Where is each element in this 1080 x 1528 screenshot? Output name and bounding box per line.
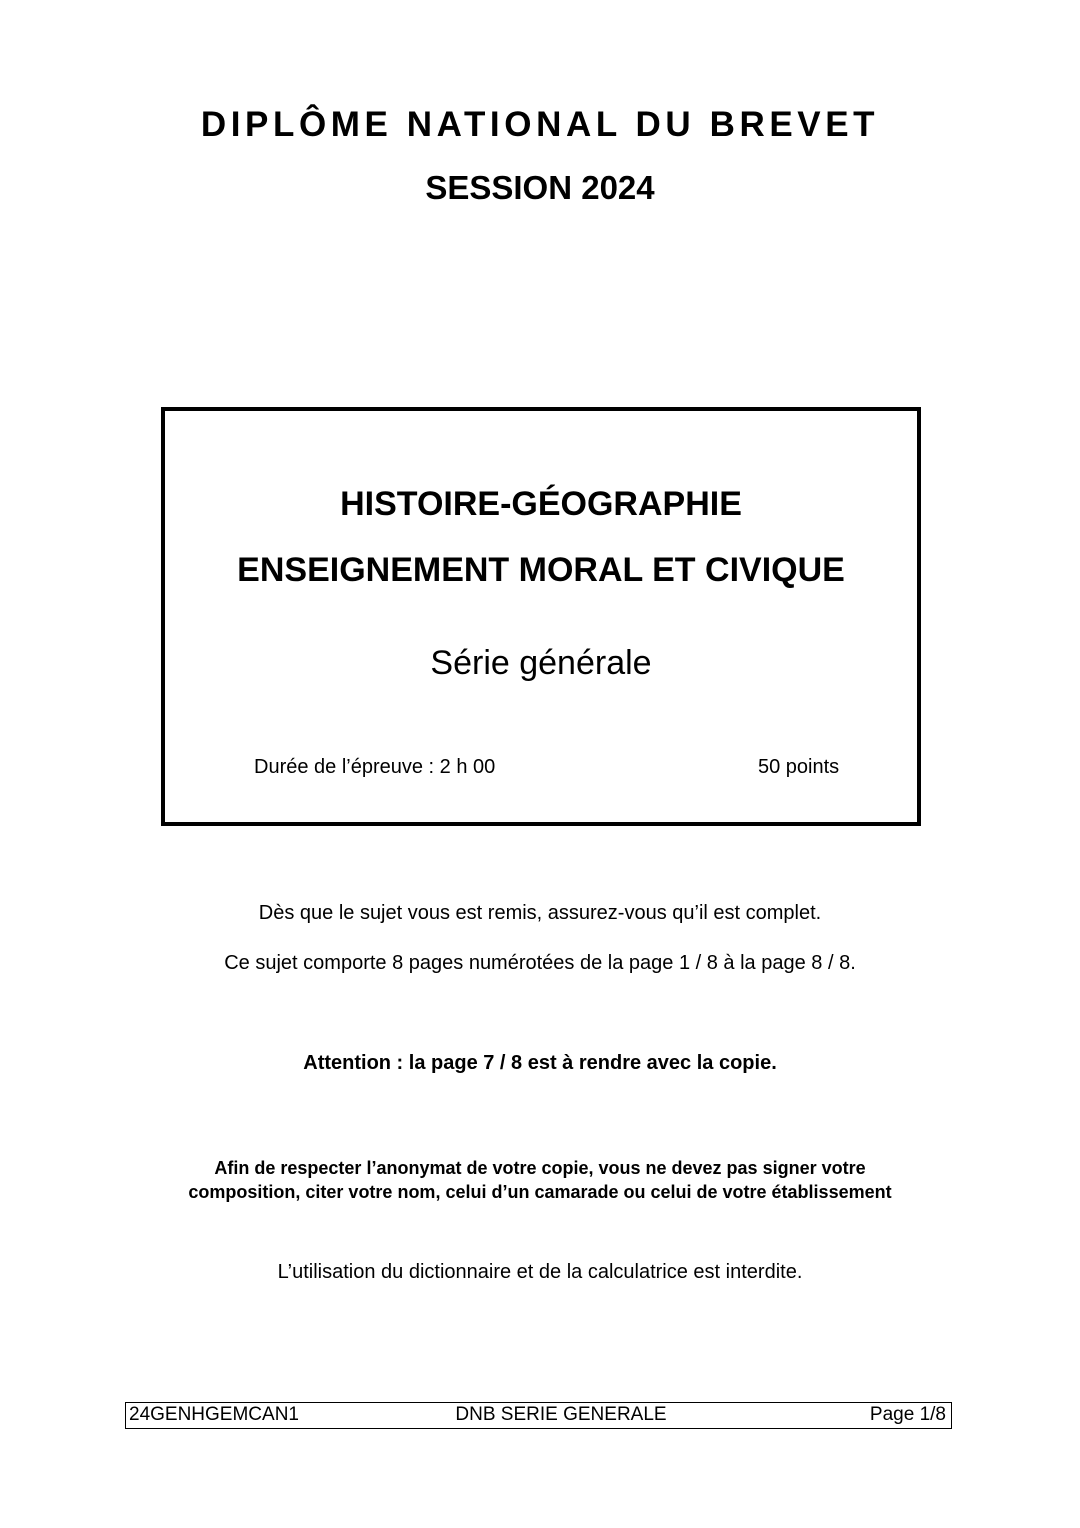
serie-label: Série générale — [430, 644, 652, 682]
instruction-attention: Attention : la page 7 / 8 est à rendre avec la copie. — [303, 1052, 777, 1074]
instruction-page-count: Ce sujet comporte 8 pages numérotées de la page 1 / 8 à la page 8 / 8. — [224, 952, 856, 974]
footer-exam-code: 24GENHGEMCAN1 — [129, 1404, 299, 1425]
footer-page-number: Page 1/8 — [869, 1404, 946, 1425]
instruction-complete-check: Dès que le sujet vous est remis, assurez-vous qu’il est complet. — [258, 902, 822, 924]
instruction-anonymat-line-2: composition, citer votre nom, celui d’un camarade ou celui de votre établissement — [188, 1182, 892, 1202]
instruction-anonymat-line-1: Afin de respecter l’anonymat de votre copie, vous ne devez pas signer votre — [214, 1158, 866, 1178]
instruction-calculatrice: L’utilisation du dictionnaire et de la calculatrice est interdite. — [277, 1261, 803, 1283]
subject-box — [161, 407, 921, 826]
subject-moral-civic: ENSEIGNEMENT MORAL ET CIVIQUE — [237, 551, 845, 589]
exam-duration: Durée de l’épreuve : 2 h 00 — [254, 756, 496, 778]
page-footer — [125, 1402, 952, 1429]
subject-history-geography: HISTOIRE-GÉOGRAPHIE — [340, 485, 742, 523]
exam-title: DIPLÔME NATIONAL DU BREVET — [200, 105, 880, 144]
session-title: SESSION 2024 — [425, 169, 655, 206]
footer-series: DNB SERIE GENERALE — [455, 1404, 667, 1425]
exam-points: 50 points — [758, 756, 840, 778]
